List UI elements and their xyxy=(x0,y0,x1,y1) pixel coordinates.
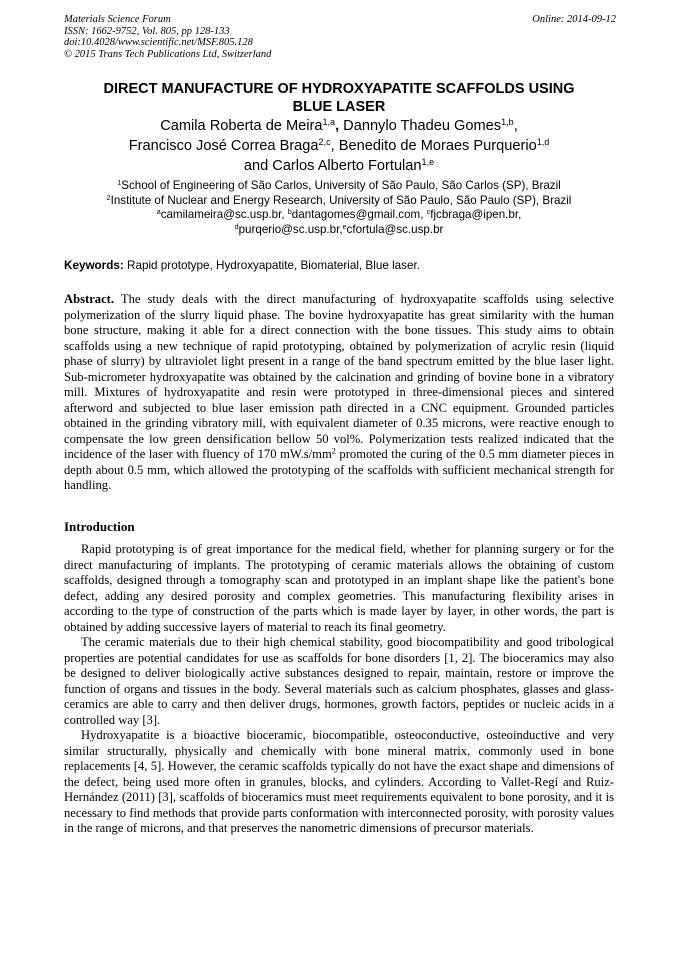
affil-sup: 1 xyxy=(117,178,122,188)
journal-name: Materials Science Forum xyxy=(64,14,171,25)
abstract xyxy=(64,292,614,494)
affil-sup: 2 xyxy=(106,192,111,202)
author-name: Carlos Alberto Fortulan xyxy=(272,158,422,174)
paragraph: Rapid prototyping is of great importance for the medical field, whether for planning surgery or for the direct manufacturing of implants. The prototyping of ceramic materials allows the obtaining of custom scaffolds, designed through a tomography scan and prototyped in an implant shape like the patient's bone defect, adding any desired porosity and complex geometries. This manufacturing flexibility arises in according to the type of construction of the parts which is made layer by layer, in other words, the part is obtained by adding successive layers of material to reach its final geometry. xyxy=(64,542,614,634)
email-sup: e xyxy=(342,222,347,232)
paragraph: Hydroxyapatite is a bioactive bioceramic, biocompatible, osteoconductive, osteoinductive and very similar structurally, physically and chemically with bone mineral matrix, commonly used in bone replacements [4, 5]. However, the ceramic scaffolds typically do not have the exact shape and dimensions of the defect, being used more often in granules, blocks, and cylinders. According to Vallet-Regí and Ruiz-Hernández (2011) [3], scaffolds of bioceramics must meet requirements equivalent to bone porosity, and it is necessary to find methods that provide parts conformation with interconnected porosity, with porosity values in the range of microns, and that preserves the nanometric dimensions of precursor materials. xyxy=(64,728,614,835)
introduction-body xyxy=(64,542,614,837)
author-name: Francisco José Correa Braga xyxy=(128,138,319,154)
keywords-label: Keywords: xyxy=(64,259,124,272)
email-b[interactable]: dantagomes@gmail.com, xyxy=(291,208,427,222)
author-line-3 xyxy=(40,156,638,176)
author-name: Dannylo Thadeu Gomes xyxy=(343,118,502,134)
email-sup: c xyxy=(426,207,431,217)
author-sup: 1,e xyxy=(421,157,435,168)
author-sep: , xyxy=(335,118,344,134)
author-sup: 2,c xyxy=(318,137,331,148)
journal-copyright: © 2015 Trans Tech Publications Ltd, Switzerland xyxy=(64,48,272,60)
affiliation-2 xyxy=(40,194,638,209)
author-prefix: and xyxy=(243,158,273,174)
paragraph: The ceramic materials due to their high chemical stability, good biocompatibility and good tribological properties are potential candidates for use as scaffolds for bone disorders [1, 2]. The bioceramics may also be designed to deliver biologically active substances designed to repair, maintain, restore or improve the function of organs and tissues in the body. Several materials such as calcium phosphates, glasses and glass-ceramics are able to carry and then deliver drugs, hormones, growth factors, peptides or nucleic acids in a controlled way [3]. xyxy=(64,635,614,727)
title-line-2: BLUE LASER xyxy=(292,99,386,115)
email-a[interactable]: camilameira@sc.usp.br, xyxy=(160,208,288,222)
journal-doi: doi:10.4028/www.scientific.net/MSF.805.128 xyxy=(64,37,253,48)
author-sep: , xyxy=(513,118,518,134)
affiliation-1 xyxy=(40,179,638,194)
journal-header xyxy=(64,14,616,60)
title-line-1: DIRECT MANUFACTURE OF HYDROXYAPATITE SCAFFOLDS USING xyxy=(103,81,575,97)
author-line-2 xyxy=(40,136,638,156)
author-line-1 xyxy=(40,116,638,136)
author-sup: 1,d xyxy=(536,137,550,148)
email-d[interactable]: purqerio@sc.usp.br, xyxy=(238,223,343,237)
affil-text: Institute of Nuclear and Energy Research, University of São Paulo, São Paulo (SP), Brazil xyxy=(110,193,572,207)
abstract-text-end: promoted the curing of the 0.5 mm diameter pieces in depth about 0.5 mm, which allowed the prototyping of the scaffolds with sufficient mechanical strength for handling. xyxy=(64,447,614,492)
keywords xyxy=(64,258,616,273)
email-line-2 xyxy=(40,223,638,238)
author-sup: 1,a xyxy=(322,117,336,128)
author-list xyxy=(40,116,638,176)
section-heading: Introduction xyxy=(64,519,135,534)
online-date: Online: 2014-09-12 xyxy=(532,14,616,25)
email-e[interactable]: cfortula@sc.usp.br xyxy=(346,223,444,237)
affiliations xyxy=(40,179,638,238)
email-c[interactable]: fjcbraga@ipen.br, xyxy=(430,208,522,222)
abstract-sup: 2 xyxy=(331,446,336,456)
email-line-1 xyxy=(40,208,638,223)
abstract-label: Abstract. xyxy=(64,292,115,306)
affil-text: School of Engineering of São Carlos, University of São Paulo, São Carlos (SP), Brazil xyxy=(121,179,561,192)
journal-issn: ISSN: 1662-9752, Vol. 805, pp 128-133 xyxy=(64,25,230,37)
paper-title xyxy=(40,80,638,116)
email-sup: d xyxy=(234,222,239,232)
author-sep: , xyxy=(330,138,339,154)
author-sup: 1,b xyxy=(501,117,514,128)
keywords-text: Rapid prototype, Hydroxyapatite, Biomaterial, Blue laser. xyxy=(127,259,421,272)
abstract-text: The study deals with the direct manufacturing of hydroxyapatite scaffolds using selective polymerization of the slurry liquid phase. The bovine hydroxyapatite has great similarity with the human bone structure, making it able for a direct connection with the bone tissues. This study aims to obtain scaffolds using a new technique of rapid prototyping, obtained by polymerization of acrylic resin (liquid phase of slurry) by ultraviolet light present in a range of the band spectrum emitted by the blue laser light. Sub-micrometer hydroxyapatite was obtained by the calcination and grinding of bovine bone in a vibratory mill. Mixtures of hydroxyapatite and resin were prototyped in three-dimensional pieces and sintered afterword and subjected to blue laser emission path directed in a CNC equipment. Grounded particles obtained in the grinding vibratory mill, with equivalent diameter of 0.35 microns, were reactive enough to compensate the low green densification bellow 50 vol%. Polymerization tests realized indicated that the incidence of the laser with fluency of 170 mW.s/mm xyxy=(64,292,614,461)
author-name: Benedito de Moraes Purquerio xyxy=(338,138,537,154)
author-name: Camila Roberta de Meira xyxy=(160,118,323,134)
email-sup: b xyxy=(287,207,292,217)
email-sup: a xyxy=(156,207,161,217)
